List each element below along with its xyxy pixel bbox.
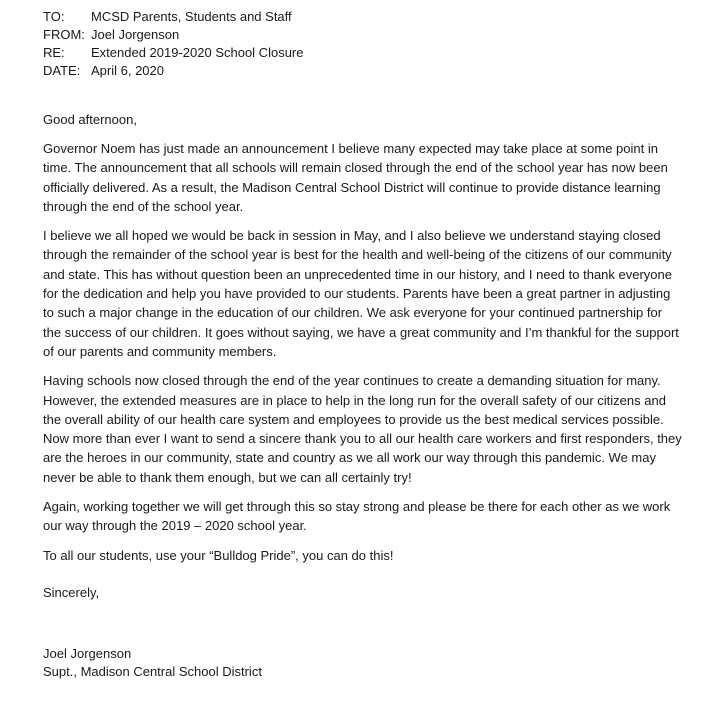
memo-from-value: Joel Jorgenson [91,27,180,42]
memo-document [43,8,683,681]
signature-title: Supt., Madison Central School District [43,663,262,679]
memo-re-label: RE: [43,45,65,60]
memo-date-label: DATE: [43,63,81,78]
memo-to-row [43,8,683,26]
letter-closing: Sincerely, [43,584,100,600]
memo-date-row [43,62,683,80]
letter-paragraph-5: To all our students, use your “Bulldog Pride”, you can do this! [43,547,394,563]
letter-paragraph-4: Again, working together we will get through this so stay strong and please be there for each other as we work our way through the 2019 – 2020 school year. [43,499,671,534]
memo-re-row [43,44,683,62]
memo-to-label: TO: [43,9,65,24]
letter-paragraph-2: I believe we all hoped we would be back in session in May, and I also believe we understand staying closed through the remainder of the school year is best for the health and well-being of the citizens of our community and state. This has without question been an unprecedented time in our history, and I need to thank everyone for the dedication and help you have provided to our students. Parents have been a great partner in adjusting to such a major change in the education of our children. We ask everyone for your continued partnership for the success of our children. It goes without saying, we have a great community and I’m thankful for the support of our parents and community members. [43,228,679,359]
signature-block [43,645,683,681]
memo-to-value: MCSD Parents, Students and Staff [91,9,292,24]
memo-from-row [43,26,683,44]
letter-greeting: Good afternoon, [43,112,137,127]
memo-from-label: FROM: [43,27,85,42]
memo-re-value: Extended 2019-2020 School Closure [91,45,304,60]
memo-date-value: April 6, 2020 [91,63,164,78]
letter-paragraph-3: Having schools now closed through the end of the year continues to create a demanding situation for many. However, the extended measures are in place to help in the long run for the overall safety of our citizens and the overall ability of our health care system and employees to provide us the best medical services possible. Now more than ever I want to send a sincere thank you to all our health care workers and first responders, they are the heroes in our community, state and country as we all work our way through this pandemic. We may never be able to thank them enough, but we can all certainly try! [43,373,682,485]
memo-header [43,8,683,80]
letter-paragraph-1: Governor Noem has just made an announcement I believe many expected may take place at some point in time. The announcement that all schools will remain closed through the end of the school year has now been officially delivered. As a result, the Madison Central School District will continue to provide distance learning through the end of the school year. [43,141,668,214]
signature-name: Joel Jorgenson [43,645,132,661]
